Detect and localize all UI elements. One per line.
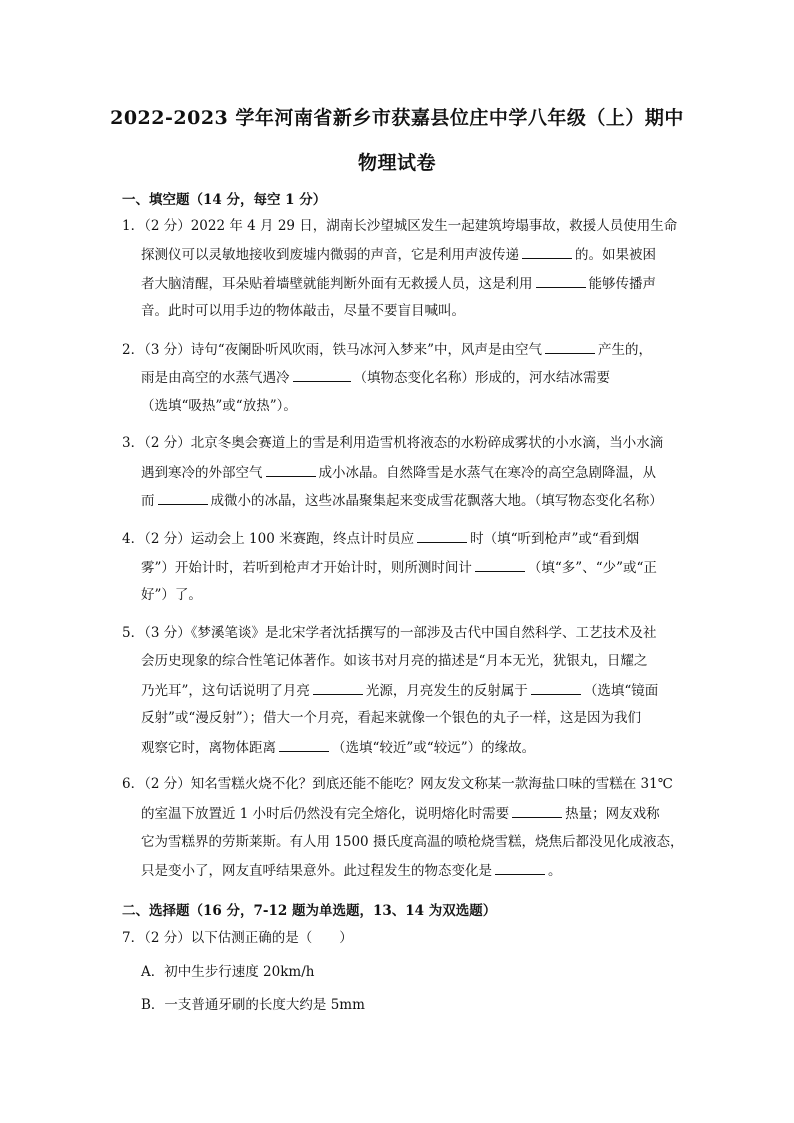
q6-text: 。 (548, 863, 562, 879)
q3-line1: 3．（2 分）北京冬奥会赛道上的雪是利用造雪机将液态的水粉碎成雾状的小水滴，当小水滴 (122, 435, 664, 451)
answer-blank[interactable] (495, 860, 545, 875)
q4-text: （填“多”、“少”或“正 (527, 560, 657, 576)
q5-line4: 反射”或“漫反射”）；借大一个月亮，看起来就像一个银色的丸子一样，这是因为我们 (141, 710, 641, 726)
q1-text: 探测仪可以灵敏地接收到废墟内微弱的声音，它是利用声波传递 (141, 247, 519, 263)
q5-text: 光源，月亮发生的反射属于 (365, 683, 528, 699)
answer-blank[interactable] (158, 490, 208, 505)
q1-line4: 音。此时可以用手边的物体敲击，尽量不要盲目喊叫。 (141, 303, 465, 319)
q2-text: （填物态变化名称）形成的，河水结冰需要 (353, 370, 610, 386)
answer-blank[interactable] (279, 737, 329, 752)
answer-blank[interactable] (545, 339, 595, 354)
answer-blank[interactable] (512, 803, 562, 818)
q6-text: 热量；网友戏称 (565, 806, 660, 822)
q4-line1 (122, 528, 639, 549)
answer-blank[interactable] (536, 273, 586, 288)
q3-line2 (141, 462, 656, 483)
q7-stem: 7．（2 分）以下估测正确的是（ ） (122, 930, 353, 946)
q6-line2 (141, 803, 660, 824)
q1-line2 (141, 244, 656, 265)
q2-line2 (141, 367, 610, 388)
q2-text: 2．（3 分）诗句“夜阑卧听风吹雨，铁马冰河入梦来”中，风声是由空气 (122, 342, 543, 358)
answer-blank[interactable] (417, 528, 467, 543)
q3-text: 遇到寒冷的外部空气 (141, 465, 263, 481)
q6-line3: 它为雪糕界的劳斯莱斯。有人用 1500 摄氏度高温的喷枪烧雪糕，烧焦后都没见化成液态， (141, 834, 684, 850)
answer-blank[interactable] (266, 462, 316, 477)
q4-text: 4．（2 分）运动会上 100 米赛跑，终点计时员应 (122, 531, 415, 547)
q4-line2 (141, 557, 657, 578)
q5-line5 (141, 737, 535, 758)
exam-title-line1: 2022-2023 学年河南省新乡市获嘉县位庄中学八年级（上）期中 (110, 107, 684, 129)
q2-line3: （选填“吸热”或“放热”）。 (141, 398, 297, 414)
q4-line3: 好”）了。 (141, 587, 202, 603)
q3-text: 而 (141, 493, 155, 509)
section-heading-fill-in: 一、填空题（14 分，每空 1 分） (122, 192, 327, 208)
answer-blank[interactable] (531, 680, 581, 695)
q4-text: 雾”）开始计时，若听到枪声才开始计时，则所测时间计 (141, 560, 472, 576)
q4-text: 时（填“听到枪声”或“看到烟 (470, 531, 640, 547)
q1-line3 (141, 273, 656, 294)
q5-line1: 5．（3 分）《梦溪笔谈》是北宋学者沈括撰写的一部涉及古代中国自然科学、工艺技术及社 (122, 625, 657, 641)
q5-text: 观察它时，离物体距离 (141, 740, 276, 756)
section-heading-multiple-choice: 二、选择题（16 分，7-12 题为单选题，13、14 为双选题） (122, 903, 497, 919)
q5-text: （选填“较近”或“较远”）的缘故。 (332, 740, 536, 756)
q1-line1: 1．（2 分）2022 年 4 月 29 日，湖南长沙望城区发生一起建筑垮塌事故，救援人员使用生命 (122, 218, 678, 234)
q7-option-a[interactable]: A．初中生步行速度 20km/h (141, 964, 315, 980)
q6-text: 的室温下放置近 1 小时后仍然没有完全熔化，说明熔化时需要 (141, 806, 510, 822)
q5-line3 (141, 680, 658, 701)
q3-text: 成微小的冰晶，这些冰晶聚集起来变成雪花飘落大地。（填写物态变化名称） (210, 493, 663, 509)
q6-line4 (141, 860, 562, 881)
answer-blank[interactable] (475, 557, 525, 572)
q3-line3 (141, 490, 663, 511)
answer-blank[interactable] (522, 244, 572, 259)
q1-text: 能够传播声 (588, 276, 656, 292)
q2-text: 产生的， (598, 342, 653, 358)
answer-blank[interactable] (313, 680, 363, 695)
q7-option-b[interactable]: B．一支普通牙刷的长度大约是 5mm (141, 997, 365, 1013)
q5-text: 乃光耳”，这句话说明了月亮 (141, 683, 310, 699)
q3-text: 成小冰晶。自然降雪是水蒸气在寒冷的高空急剧降温，从 (318, 465, 656, 481)
q5-text: （选填“镜面 (583, 683, 659, 699)
q1-text: 者大脑清醒，耳朵贴着墙壁就能判断外面有无救援人员，这是利用 (141, 276, 533, 292)
q6-line1: 6．（2 分）知名雪糕火烧不化？到底还能不能吃？网友发文称某一款海盐口味的雪糕在 31℃ (122, 776, 673, 792)
q5-line2: 会历史现象的综合性笔记体著作。如该书对月亮的描述是“月本无光，犹银丸，日耀之 (141, 653, 648, 669)
q2-text: 雨是由高空的水蒸气遇冷 (141, 370, 290, 386)
answer-blank[interactable] (293, 367, 351, 382)
q1-text: 的。如果被困 (575, 247, 656, 263)
q6-text: 只是变小了，网友直呼结果意外。此过程发生的物态变化是 (141, 863, 492, 879)
exam-title-line2: 物理试卷 (357, 152, 436, 174)
q2-line1 (122, 339, 652, 360)
